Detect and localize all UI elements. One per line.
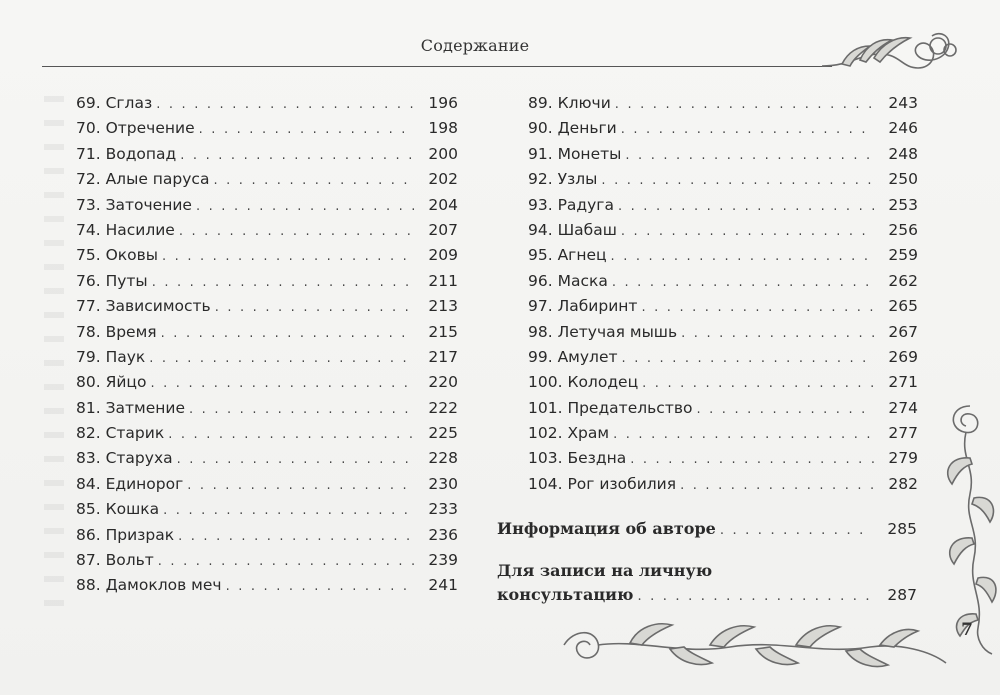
toc-entry-page: 233 <box>428 500 458 519</box>
dot-leader <box>168 427 414 442</box>
toc-entry-page: 202 <box>428 170 458 189</box>
toc-entry-page: 236 <box>428 525 458 544</box>
toc-entry[interactable] <box>528 323 918 348</box>
toc-entry-about-author[interactable] <box>497 519 917 538</box>
toc-entry-page: 209 <box>428 246 458 265</box>
dot-leader <box>199 122 414 137</box>
toc-entry-page: 269 <box>888 347 918 366</box>
toc-entry-page: 200 <box>428 144 458 163</box>
toc-entry-title: 70. Отречение <box>76 119 195 138</box>
toc-entry-page: 256 <box>888 220 918 239</box>
toc-entry-title: 91. Монеты <box>528 144 622 163</box>
dot-leader <box>680 478 874 493</box>
toc-entry[interactable] <box>76 449 458 474</box>
toc-entry-title: 85. Кошка <box>76 500 160 519</box>
flourish-top-icon <box>820 24 960 74</box>
toc-entry[interactable] <box>76 348 458 373</box>
toc-entry-title: 99. Амулет <box>528 347 618 366</box>
dot-leader <box>149 351 414 366</box>
running-title: Содержание <box>420 36 530 55</box>
toc-entry-title: 92. Узлы <box>528 170 598 189</box>
toc-entry-page: 217 <box>428 347 458 366</box>
dot-leader <box>720 523 873 538</box>
dot-leader <box>681 326 874 341</box>
toc-entry-title: 97. Лабиринт <box>528 297 638 316</box>
toc-entry-page: 207 <box>428 220 458 239</box>
page-number: 7 <box>961 620 973 640</box>
toc-entry-page: 262 <box>888 271 918 290</box>
toc-entry-title: 69. Сглаз <box>76 94 153 112</box>
toc-entry-page: 213 <box>428 297 458 316</box>
toc-entry-title: 94. Шабаш <box>528 220 617 239</box>
toc-entry-title: 74. Насилие <box>76 220 175 239</box>
dot-leader <box>601 173 874 188</box>
toc-entry-page: 282 <box>888 474 918 493</box>
toc-entry-title: 71. Водопад <box>76 144 177 163</box>
toc-entry-title: 86. Призрак <box>76 525 175 544</box>
toc-entry-page: 265 <box>888 297 918 316</box>
toc-entry-title: 89. Ключи <box>528 94 611 112</box>
dot-leader <box>621 224 874 239</box>
toc-entry[interactable] <box>76 221 458 246</box>
toc-entry[interactable] <box>528 399 918 424</box>
about-author-page: 285 <box>887 520 917 538</box>
dot-leader <box>630 452 874 467</box>
dot-leader <box>187 478 414 493</box>
toc-entry[interactable] <box>76 145 458 170</box>
toc-entry-page: 225 <box>428 424 458 443</box>
dot-leader <box>189 402 414 417</box>
dot-leader <box>613 427 874 442</box>
toc-entry[interactable] <box>528 221 918 246</box>
toc-entry-consultation[interactable] <box>497 561 917 604</box>
consultation-title-line2: консультацию <box>497 585 634 604</box>
toc-entry-title: 101. Предательство <box>528 398 693 417</box>
dot-leader <box>162 249 414 264</box>
dot-leader <box>152 275 414 290</box>
toc-entry[interactable] <box>76 246 458 271</box>
toc-entry[interactable] <box>76 297 458 322</box>
toc-entry-page: 222 <box>428 398 458 417</box>
toc-entry-title: 79. Паук <box>76 347 146 366</box>
dot-leader <box>615 97 874 112</box>
dot-leader <box>150 376 414 391</box>
toc-entry-title: 76. Путы <box>76 271 148 290</box>
toc-entry[interactable] <box>528 373 918 398</box>
toc-entry[interactable] <box>528 246 918 271</box>
toc-entry[interactable] <box>76 170 458 195</box>
toc-entry-title: 90. Деньги <box>528 119 617 138</box>
toc-entry-page: 228 <box>428 449 458 468</box>
toc-entry[interactable] <box>528 196 918 221</box>
dot-leader <box>215 300 414 315</box>
toc-entry[interactable] <box>76 373 458 398</box>
toc-entry[interactable] <box>76 424 458 449</box>
toc-entry-page: 204 <box>428 195 458 214</box>
dot-leader <box>621 122 874 137</box>
dot-leader <box>158 554 414 569</box>
toc-entry-title: 77. Зависимость <box>76 297 211 316</box>
toc-entry[interactable] <box>528 348 918 373</box>
dot-leader <box>618 199 874 214</box>
toc-entry[interactable] <box>76 526 458 551</box>
toc-entry[interactable] <box>76 399 458 424</box>
toc-entry-title: 82. Старик <box>76 424 165 443</box>
toc-entry-title: 102. Храм <box>528 424 610 443</box>
toc-entry-page: 271 <box>888 373 918 392</box>
toc-entry-page: 277 <box>888 424 918 443</box>
dot-leader <box>196 199 414 214</box>
toc-entry-title: 88. Дамоклов меч <box>76 576 222 595</box>
toc-entry-page: 248 <box>888 144 918 163</box>
toc-entry[interactable] <box>528 119 918 144</box>
toc-entry[interactable] <box>76 500 458 525</box>
toc-entry[interactable] <box>528 424 918 449</box>
dot-leader <box>622 351 874 366</box>
toc-entry-title: 93. Радуга <box>528 195 614 214</box>
dot-leader <box>226 579 414 594</box>
toc-entry-page: 211 <box>428 271 458 290</box>
dot-leader <box>637 589 873 604</box>
toc-entry[interactable] <box>76 272 458 297</box>
dot-leader <box>611 249 874 264</box>
toc-entry-title: 78. Время <box>76 322 157 341</box>
toc-entry-page: 246 <box>888 119 918 138</box>
toc-entry-page: 279 <box>888 449 918 468</box>
toc-entry-page: 250 <box>888 170 918 189</box>
toc-entry[interactable] <box>76 475 458 500</box>
toc-entry-page: 220 <box>428 373 458 392</box>
dot-leader <box>163 503 414 518</box>
toc-entry[interactable] <box>76 576 458 601</box>
toc-entry[interactable] <box>76 323 458 348</box>
toc-entry-page: 196 <box>428 94 458 112</box>
consultation-page: 287 <box>887 586 917 604</box>
toc-entry-page: 253 <box>888 195 918 214</box>
flourish-bottom-icon <box>560 615 950 675</box>
toc-entry-title: 95. Агнец <box>528 246 607 265</box>
toc-entry[interactable] <box>528 170 918 195</box>
toc-entry-page: 230 <box>428 474 458 493</box>
dot-leader <box>213 173 414 188</box>
toc-entry-page: 241 <box>428 576 458 595</box>
toc-right-column <box>528 94 918 500</box>
toc-entry-page: 267 <box>888 322 918 341</box>
toc-entry-title: 84. Единорог <box>76 474 184 493</box>
toc-entry[interactable] <box>528 475 918 500</box>
toc-entry-page: 215 <box>428 322 458 341</box>
toc-entry-title: 73. Заточение <box>76 195 192 214</box>
toc-entry-title: 72. Алые паруса <box>76 170 210 189</box>
toc-entry[interactable] <box>76 551 458 576</box>
dot-leader <box>156 97 414 112</box>
toc-entry-page: 259 <box>888 246 918 265</box>
toc-entry-page: 274 <box>888 398 918 417</box>
toc-entry-title: 98. Летучая мышь <box>528 322 678 341</box>
toc-entry-title: 75. Оковы <box>76 246 158 265</box>
toc-entry-title: 96. Маска <box>528 271 608 290</box>
dot-leader <box>642 376 874 391</box>
toc-entry-title: 83. Старуха <box>76 449 173 468</box>
dot-leader <box>612 275 874 290</box>
dot-leader <box>161 326 414 341</box>
header-rule <box>42 66 832 67</box>
toc-entry-title: 81. Затмение <box>76 398 186 417</box>
dot-leader <box>179 224 414 239</box>
toc-entry[interactable] <box>76 94 458 119</box>
toc-entry[interactable] <box>76 196 458 221</box>
toc-entry-page: 243 <box>888 94 918 112</box>
dot-leader <box>625 148 874 163</box>
toc-entry-page: 198 <box>428 119 458 138</box>
dot-leader <box>178 529 414 544</box>
dot-leader <box>696 402 874 417</box>
dot-leader <box>177 452 414 467</box>
toc-entry[interactable] <box>528 272 918 297</box>
toc-entry-title: 80. Яйцо <box>76 373 147 392</box>
toc-entry-page: 239 <box>428 551 458 570</box>
consultation-title-line1: Для записи на личную <box>497 561 713 580</box>
dot-leader <box>180 148 414 163</box>
toc-entry[interactable] <box>528 145 918 170</box>
toc-entry[interactable] <box>76 119 458 144</box>
toc-entry[interactable] <box>528 94 918 119</box>
toc-entry-title: 104. Рог изобилия <box>528 474 677 493</box>
dot-leader <box>641 300 874 315</box>
bleed-through-shadow <box>44 96 64 616</box>
toc-entry-title: 100. Колодец <box>528 373 639 392</box>
toc-entry[interactable] <box>528 449 918 474</box>
about-author-title: Информация об авторе <box>497 519 716 538</box>
toc-left-column <box>76 94 458 602</box>
toc-entry[interactable] <box>528 297 918 322</box>
toc-entry-title: 87. Вольт <box>76 551 154 570</box>
toc-entry-title: 103. Бездна <box>528 449 627 468</box>
